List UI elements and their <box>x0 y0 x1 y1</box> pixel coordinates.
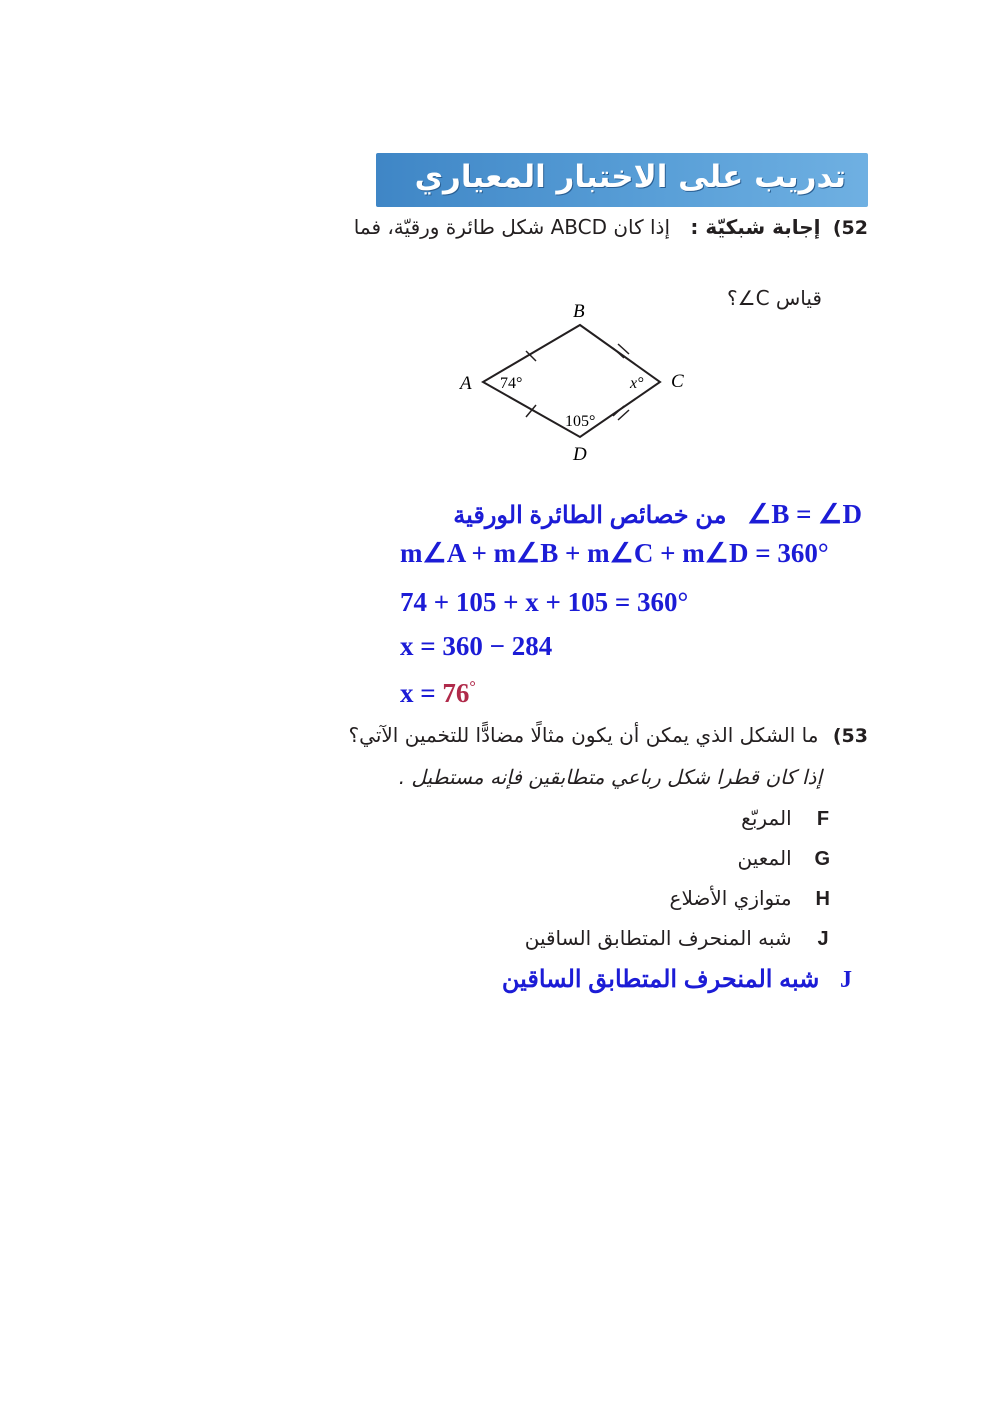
vertex-label-a: A <box>460 373 472 394</box>
option-f[interactable] <box>741 806 830 831</box>
solution-line-3: 74 + 105 + x + 105 = 360° <box>400 587 689 617</box>
angle-a-label: 74° <box>500 375 523 392</box>
solution-result-value: 76 <box>442 678 470 708</box>
solution-result-degree: ° <box>469 679 476 696</box>
option-g[interactable] <box>738 846 830 871</box>
answer-letter: J <box>840 967 852 993</box>
vertex-label-b: B <box>573 301 585 322</box>
question-keyword: إجابة شبكيّة : <box>690 215 821 239</box>
option-h[interactable] <box>670 886 830 911</box>
question-53-conjecture: إذا كان قطرا شكل رباعي متطابقين فإنه مستطيل . <box>398 765 822 789</box>
option-letter: G <box>814 848 830 870</box>
option-letter: J <box>817 928 829 950</box>
solution-equal-angles: ∠B = ∠D <box>747 499 862 529</box>
solution-line-2: m∠A + m∠B + m∠C + m∠D = 360° <box>400 538 829 568</box>
solution-result-prefix: x = <box>400 678 443 708</box>
solution-line-5 <box>400 678 476 709</box>
section-title: تدريب على الاختبار المعياري <box>414 159 846 195</box>
option-letter: H <box>815 888 830 910</box>
answer-53 <box>502 965 852 994</box>
option-text: متوازي الأضلاع <box>669 886 792 910</box>
question-53-line1 <box>349 723 868 747</box>
solution-line-4: x = 360 − 284 <box>400 631 553 661</box>
vertex-label-d: D <box>573 444 587 465</box>
question-52-line1 <box>354 215 868 239</box>
question-number: 53) <box>832 725 868 747</box>
option-text: المعين <box>737 846 792 870</box>
vertex-label-c: C <box>671 371 684 392</box>
angle-d-label: 105° <box>565 413 596 430</box>
option-text: المربّع <box>741 806 792 830</box>
option-text: شبه المنحرف المتطابق الساقين <box>524 926 792 950</box>
answer-text: شبه المنحرف المتطابق الساقين <box>501 966 820 993</box>
solution-line-1 <box>453 499 862 530</box>
option-letter: F <box>816 808 830 830</box>
kite-figure <box>450 297 710 477</box>
solution-reason: من خصائص الطائرة الورقية <box>453 502 727 529</box>
question-52-line2: قياس C∠؟ <box>727 286 822 310</box>
section-banner <box>376 153 868 207</box>
question-text: إذا كان ABCD شكل طائرة ورقيّة، فما <box>353 215 671 239</box>
question-number: 52) <box>832 217 868 239</box>
option-j[interactable] <box>525 926 830 951</box>
angle-c-label: x° <box>630 375 644 392</box>
question-text: ما الشكل الذي يمكن أن يكون مثالًا مضادًّا للتخمين الآتي؟ <box>348 723 819 747</box>
